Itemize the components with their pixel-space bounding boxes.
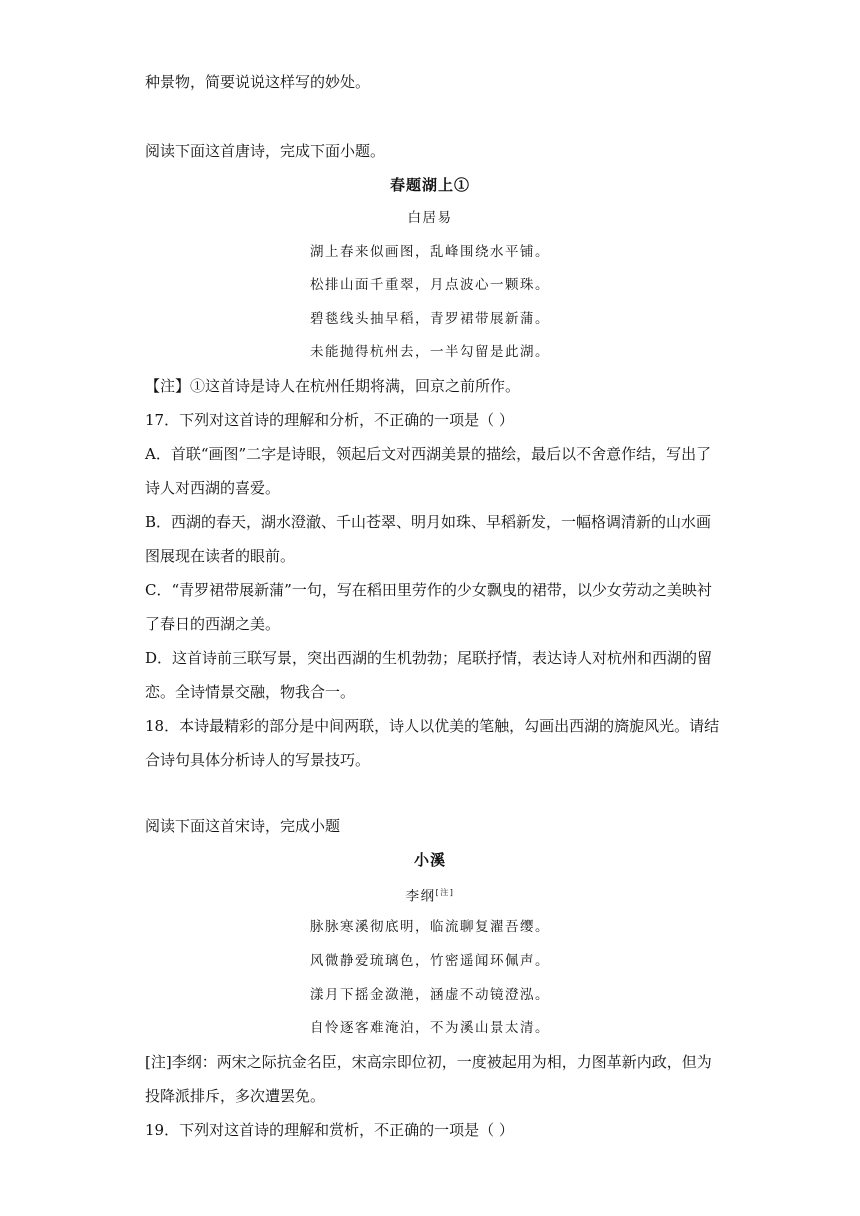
q17-option-b-line2: 图展现在读者的眼前。 <box>145 547 296 565</box>
poem1-line-4: 未能抛得杭州去，一半勾留是此湖。 <box>310 344 550 360</box>
poem2-title: 小溪 <box>413 851 446 869</box>
poem2-line-3: 漾月下摇金潋滟，涵虚不动镜澄泓。 <box>310 987 550 1003</box>
q17-option-c-line2: 了春日的西湖之美。 <box>145 615 281 633</box>
poem2-line-4: 自怜逐客难淹泊，不为溪山景太清。 <box>310 1020 550 1036</box>
poem2-note-line1: [注]李纲：两宋之际抗金名臣，宋高宗即位初，一度被起用为相，力图革新内政，但为 <box>145 1053 712 1071</box>
question-18-line2: 合诗句具体分析诗人的写景技巧。 <box>145 751 371 769</box>
author-note-mark: [注] <box>435 888 455 897</box>
poem1-line-1: 湖上春来似画图，乱峰围绕水平铺。 <box>310 244 550 260</box>
question-19-stem: 19．下列对这首诗的理解和赏析，不正确的一项是（ ） <box>145 1121 514 1139</box>
poem1-author: 白居易 <box>407 210 453 226</box>
section1-intro: 阅读下面这首唐诗，完成下面小题。 <box>145 142 386 160</box>
poem1-line-2: 松排山面千重翠，月点波心一颗珠。 <box>310 277 550 293</box>
previous-question-tail: 种景物，简要说说这样写的妙处。 <box>145 73 371 91</box>
poem2-author-line <box>0 883 860 907</box>
poem2-note-line2: 投降派排斥，多次遭罢免。 <box>145 1087 326 1105</box>
q17-option-c-line1: C．“青罗裙带展新蒲”一句，写在稻田里劳作的少女飘曳的裙带，以少女劳动之美映衬 <box>145 581 712 599</box>
question-18-line1: 18．本诗最精彩的部分是中间两联，诗人以优美的笔触，勾画出西湖的旖旎风光。请结 <box>145 717 720 735</box>
poem2-line-1: 脉脉寒溪彻底明，临流聊复濯吾缨。 <box>310 919 550 935</box>
section2-intro: 阅读下面这首宋诗，完成小题 <box>145 817 341 835</box>
poem1-note: 【注】①这首诗是诗人在杭州任期将满，回京之前所作。 <box>145 377 521 395</box>
poem1-title: 春题湖上① <box>389 176 470 194</box>
poem2-author: 李纲 <box>405 888 436 905</box>
poem1-line-3: 碧毯线头抽早稻，青罗裙带展新蒲。 <box>310 311 550 327</box>
q17-option-d-line2: 恋。全诗情景交融，物我合一。 <box>145 683 356 701</box>
q17-option-a-line1: A．首联“画图”二字是诗眼，领起后文对西湖美景的描绘，最后以不舍意作结，写出了 <box>145 445 712 463</box>
question-17-stem: 17．下列对这首诗的理解和分析，不正确的一项是（ ） <box>145 411 514 429</box>
q17-option-d-line1: D．这首诗前三联写景，突出西湖的生机勃勃；尾联抒情，表达诗人对杭州和西湖的留 <box>145 649 713 667</box>
q17-option-a-line2: 诗人对西湖的喜爱。 <box>145 479 281 497</box>
poem2-line-2: 风微静爱琉璃色，竹密遥闻环佩声。 <box>310 953 550 969</box>
q17-option-b-line1: B．西湖的春天，湖水澄澈、千山苍翠、明月如珠、早稻新发，一幅格调清新的山水画 <box>145 513 712 531</box>
